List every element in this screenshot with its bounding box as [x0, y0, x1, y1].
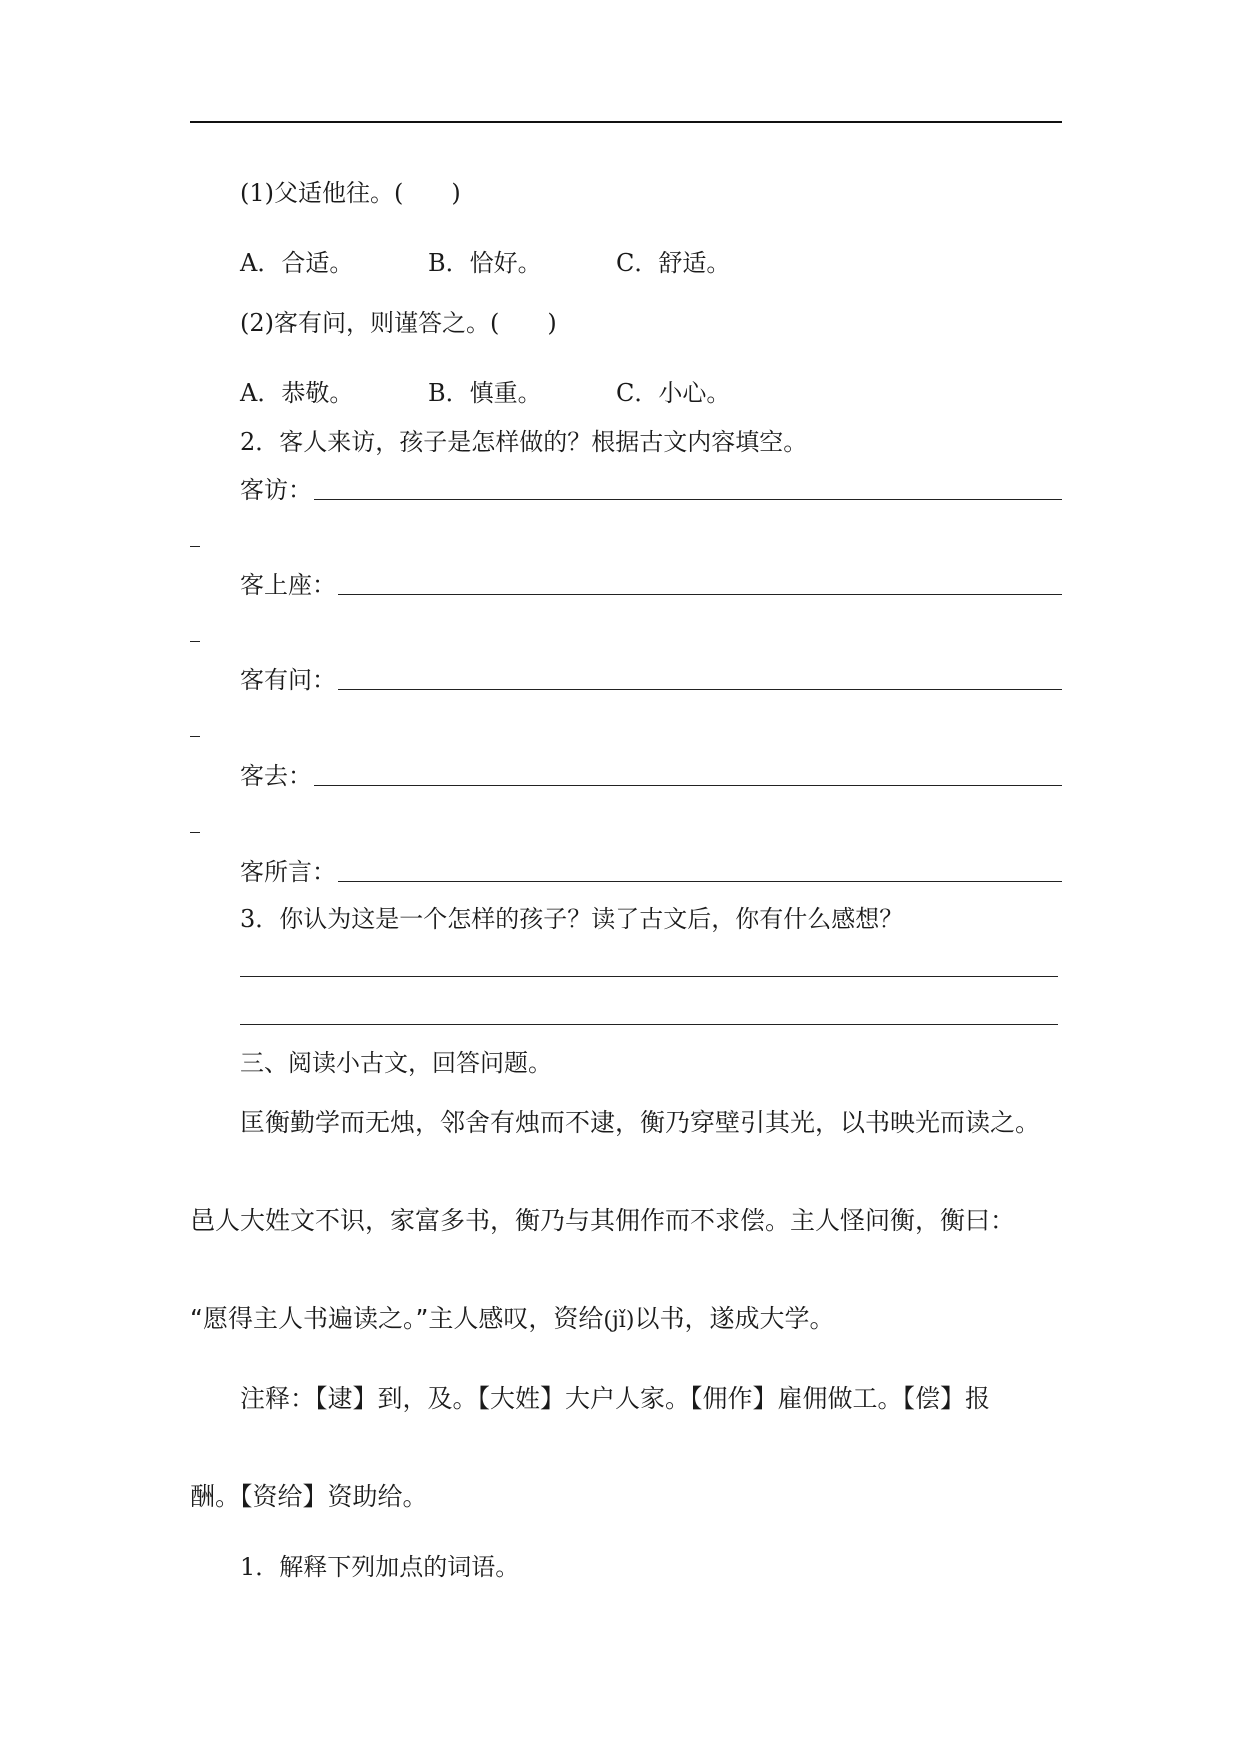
fill-blank-row [240, 761, 1062, 791]
question-1-2-stem: (2)客有问，则谨答之。( ) [240, 309, 557, 337]
passage-text: 以书，遂成大学。 [634, 1304, 835, 1333]
passage-line [190, 1304, 834, 1336]
header-rule [190, 121, 1062, 123]
option-a: A．合适。 [240, 249, 354, 277]
option-a: A．恭敬。 [240, 379, 354, 407]
passage-line: 匡衡勤学而无烛，邻舍有烛而不逮，衡乃穿壁引其光，以书映光而读之。 [240, 1108, 1041, 1137]
line-stub [190, 641, 200, 642]
answer-blank[interactable] [338, 881, 1062, 882]
fill-blank-label: 客所言： [240, 858, 336, 886]
line-stub [190, 546, 200, 547]
section-3-heading: 三、阅读小古文，回答问题。 [240, 1049, 552, 1077]
answer-blank[interactable] [314, 785, 1062, 786]
question-1-1-options [240, 248, 730, 278]
option-c: C．舒适。 [616, 249, 731, 277]
option-c: C．小心。 [616, 379, 731, 407]
pinyin-annotation: (jǐ) [603, 1308, 635, 1333]
section-3-question-1: 1．解释下列加点的词语。 [240, 1553, 520, 1581]
option-b: B．慎重。 [428, 379, 542, 407]
answer-blank[interactable] [338, 689, 1062, 690]
answer-blank[interactable] [338, 594, 1062, 595]
line-stub [190, 832, 200, 833]
notes-line: 注释：【逮】到，及。【大姓】大户人家。【佣作】雇佣做工。【偿】报 [240, 1384, 991, 1413]
answer-blank[interactable] [314, 499, 1062, 500]
fill-blank-row [240, 475, 1062, 505]
fill-blank-label: 客去： [240, 762, 312, 790]
fill-blank-row [240, 857, 1062, 887]
question-1-2-options [240, 378, 730, 408]
question-1-1-stem: (1)父适他往。( ) [240, 179, 461, 207]
fill-blank-label: 客有问： [240, 666, 336, 694]
answer-line[interactable] [240, 976, 1058, 977]
passage-line: 邑人大姓文不识，家富多书，衡乃与其佣作而不求偿。主人怪问衡，衡曰： [190, 1206, 1016, 1235]
question-2-prompt: 2．客人来访，孩子是怎样做的？根据古文内容填空。 [240, 428, 808, 456]
option-b: B．恰好。 [428, 249, 542, 277]
line-stub [190, 736, 200, 737]
fill-blank-label: 客访： [240, 476, 312, 504]
question-3-prompt: 3．你认为这是一个怎样的孩子？读了古文后，你有什么感想？ [240, 905, 904, 933]
fill-blank-label: 客上座： [240, 571, 336, 599]
notes-line: 酬。【资给】资助给。 [190, 1482, 428, 1511]
fill-blank-row [240, 570, 1062, 600]
fill-blank-row [240, 665, 1062, 695]
answer-line[interactable] [240, 1024, 1058, 1025]
passage-text: “愿得主人书遍读之。”主人感叹，资给 [190, 1304, 604, 1333]
